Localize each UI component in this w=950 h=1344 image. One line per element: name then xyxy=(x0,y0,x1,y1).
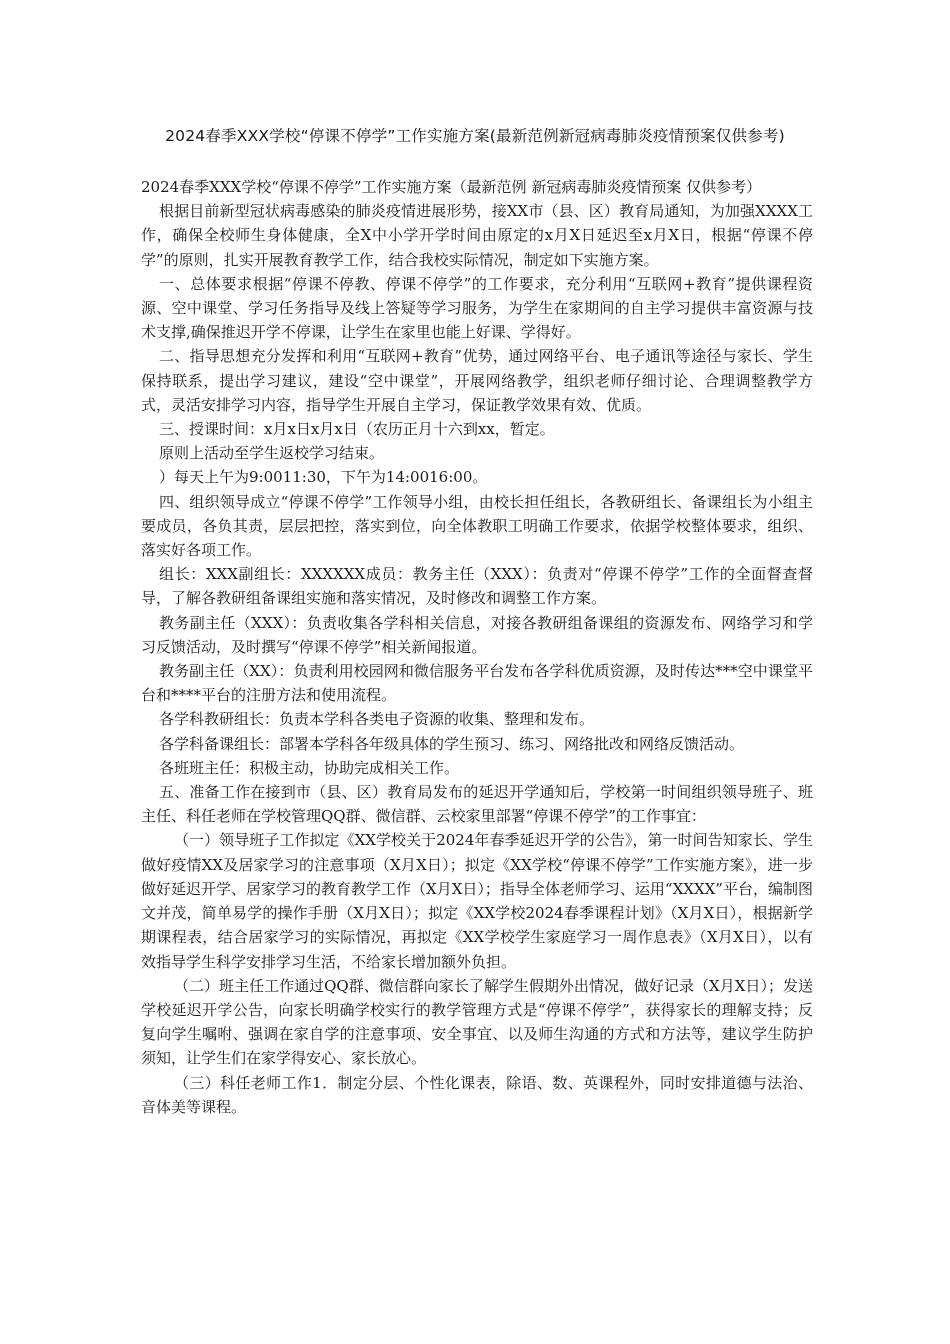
subject-research-leaders: 各学科教研组长：负责本学科各类电子资源的收集、整理和发布。 xyxy=(159,710,595,729)
section-class-time: 三、授课时间：x月x日x月x日（农历正月十六到xx，暂定。 xyxy=(159,420,555,439)
class-teachers: 各班班主任：积极主动，协助完成相关工作。 xyxy=(159,758,460,777)
prep-subject-teacher-work: （三）科任老师工作1．制定分层、个性化课表，除语、数、英课程外，同时安排道德与法治、音体美等课程。 xyxy=(141,1073,813,1116)
prep-leadership-work: （一）领导班子工作拟定《XX学校关于2024年春季延迟开学的公告》，第一时间告知家长、学生做好疫情XX及居家学习的注意事项（X月X日）；拟定《XX学校“停课不停学”工作实施方案》，进一步做好延迟开学、居家学习的教育教学工作（X月X日）；指导全体老师学习、运用“XXXX”平台，编制图文并茂，简单易学的操作手册（X月X日）；拟定《XX学校2024春季课程计划》（X月X日），根据新学期课程表，结合居家学习的实际情况，再拟定《XX学校学生家庭学习一周作息表》（X月X日），以有效指导学生科学安排学习生活，不给家长增加额外负担。 xyxy=(141,831,813,971)
daily-schedule: ）每天上午为9:0011:30，下午为14:0016:00。 xyxy=(159,468,488,487)
section-preparation: 五、准备工作在接到市（县、区）教育局发布的延迟开学通知后，学校第一时间组织领导班子、班主任、科任老师在学校管理QQ群、微信群、云校家里部署“停课不停学”的工作事宜： xyxy=(141,783,813,826)
leader-members: 组长：XXX副组长：XXXXXX成员：教务主任（XXX）：负责对“停课不停学”工作的全面督查督导，了解各教研组备课组实施和落实情况，及时修改和调整工作方案。 xyxy=(141,565,813,608)
intro-paragraph: 根据目前新型冠状病毒感染的肺炎疫情进展形势，接XX市（县、区）教育局通知，为加强XXXX工作，确保全校师生身体健康，全X中小学开学时间由原定的x月X日延迟至x月X日，根据“停课不停学”的原则，扎实开展教育教学工作，结合我校实际情况，制定如下实施方案。 xyxy=(141,202,813,269)
section-leadership: 四、组织领导成立“停课不停学”工作领导小组，由校长担任组长，各教研组长、备课组长为小组主要成员，各负其责，层层把控，落实到位，向全体教职工明确工作要求，依据学校整体要求，组织、落实好各项工作。 xyxy=(141,492,813,560)
deputy-director-1: 教务副主任（XXX）：负责收集各学科相关信息，对接各教研组备课组的资源发布、网络学习和学习反馈活动，及时撰写“停课不停学”相关新闻报道。 xyxy=(141,613,813,656)
section-general-requirements: 一、总体要求根据“停课不停教、停课不停学”的工作要求，充分利用“互联网+教育”提供课程资源、空中课堂、学习任务指导及线上答疑等学习服务，为学生在家期间的自主学习提供丰富资源与技术支撑,确保推迟开学不停课，让学生在家里也能上好课、学得好。 xyxy=(141,274,813,342)
class-time-note: 原则上活动至学生返校学习结束。 xyxy=(159,444,385,463)
section-guiding-ideology: 二、指导思想充分发挥和利用“互联网+教育”优势，通过网络平台、电子通讯等途径与家长、学生保持联系，提出学习建议，建设“空中课堂”，开展网络教学，组织老师仔细讨论、合理调整教学方式，灵活安排学习内容，指导学生开展自主学习，保证教学效果有效、优质。 xyxy=(141,347,813,414)
lesson-prep-leaders: 各学科备课组长：部署本学科各年级具体的学生预习、练习、网络批改和网络反馈活动。 xyxy=(159,734,745,753)
deputy-director-2: 教务副主任（XX）：负责利用校园网和微信服务平台发布各学科优质资源，及时传达***空中课堂平台和****平台的注册方法和使用流程。 xyxy=(141,662,813,705)
document-title: 2024春季XXX学校“停课不停学”工作实施方案(最新范例新冠病毒肺炎疫情预案仅供参考) xyxy=(165,127,785,145)
subtitle-paragraph: 2024春季XXX学校“停课不停学”工作实施方案（最新范例 新冠病毒肺炎疫情预案 仅供参考） xyxy=(141,178,762,196)
document-body xyxy=(141,175,813,1119)
prep-class-teacher-work: （二）班主任工作通过QQ群、微信群向家长了解学生假期外出情况，做好记录（X月X日）；发送学校延迟开学公告，向家长明确学校实行的教学管理方式是“停课不停学”，获得家长的理解支持；反复向学生嘱咐、强调在家自学的注意事项、安全事宜、以及师生沟通的方式和方法等，建议学生防护须知，让学生们在家学得安心、家长放心。 xyxy=(141,976,813,1068)
